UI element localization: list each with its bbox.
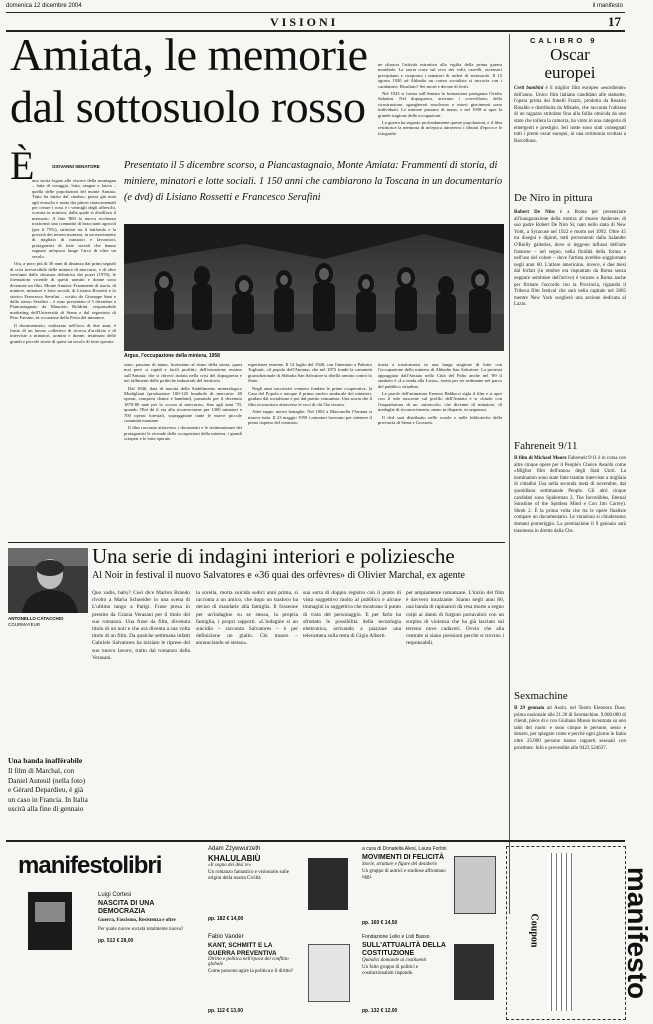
article-title-line2: dal sottosuolo rosso [10,81,366,132]
ad-book-2-desc: Come possono agire la politica e il diritto? [208,969,294,974]
second-article-col-3: sua sorta di doppio registro con il punto di vista soggettivo molto al pubblico e alcune immagini in soggettiva che mostrano il punto di vista del personaggio. E per farlo ha sfruttato le possibilità della tecnologia elettronica, arrivando a piazzare una telecamera sulla testa di Gigio Alberti. [303,590,401,640]
col3-p2: Negli anni successivi vennero fondate le prime cooperative, la Casa del Popolo e nacque il primo nucleo sindacale dei minatori, guidato dal socialismo e poi dal partito comunista. Una storia che il film ricostruisce attraverso le voci di chi l'ha vissuta. [248,385,373,407]
col5-p3: Il dvd sarà distribuito nelle scuole e nelle biblioteche della provincia di Siena e Grosseto. [378,414,502,426]
ads-rule [6,840,625,842]
sidebar-kicker: CALIBRO 9 [530,36,598,45]
article-col-4 [378,62,502,222]
ad-book-3-author: Luigi Cortesi [98,892,132,898]
ad-book-3 [98,892,202,1020]
sidebar-heading-3: Fahreneit 9/11 [514,440,578,452]
header-rule [6,12,625,13]
sidebar-heading-2: De Niro in pittura [514,192,593,204]
sidebar-heading-4: Sexmachine [514,690,568,702]
ad-book-1-desc: Un romanzo fantastico e visionario sulle origini della nostra Civiltà [208,870,289,881]
ad-book-2-cover [308,944,350,1002]
article-title-line1: Amiata, le memorie [10,29,368,80]
ad-book-5 [362,934,502,1020]
ad-book-4-price: pp. 160 € 14,50 [362,920,398,926]
sidebar-item-2 [514,210,626,438]
second-article-col-1: Quo vadis, baby? Così dice Marlon Brando rivolto a Maria Schneider in una scena di L'ultimo tango a Parigi. Frase presa in prestito da Grazia Verasani per il titolo del suo romanzo. Una frase da film, divenuta titolo di un noir e che ora diventa a sua volta titolo di un film. Da qualche settimana infatti Gabriele Salvatores ha iniziato le riprese del suo nuovo lavoro, tratto dal romanzo della Verasani. [92,590,190,661]
ad-book-2-author: Fabio Vander [208,934,244,940]
ad-book-3-cover [28,892,72,950]
sidebar-item-1-lead: Certi bambini [514,86,544,91]
col1-p2: Ora, a poco più di 30 anni di distanza dai primi segnali di crisi irreversibile delle miniere di mercurio, e di oltre vent'anni dalla chiusura definitiva dei pozzi (1976), le formazioni vicende di questi uomini e donne sono diventate un film. Monte Amiata: Frammenti di storia, di miniere, minatori e lotte sociali, di Lisiano Rossetti e lo storico Francesco Serafini – scritto da Giuseppe Sani e dallo stesso Serafini – è stato presentato il 5 dicembre a Piancastagnaio da Maurizio Boldrini, responsabile marketing dell'Università di Siena e dal segretario di Pero Fassino, in occasione della Festa del minatore. [10,261,116,321]
miners-photo [124,224,504,351]
ad-book-4-subtitle: Storie, strutture e figure del desiderio [362,862,438,867]
col2-p1: sono, passano di mano, licenziano al ritmo della storia, quasi mai però «i rapidi e facili profitti» dell'estrazione restano sull'Amiata: che si ritrovò isolata nella crisi del dopoguerra e nei fallimenti delle politiche industriali del territorio. [124,362,242,384]
sidebar-title-line2: europei [544,63,596,82]
ad-book-4-title: MOVIMENTI DI FELICITÀ [362,854,445,861]
ad-book-1-cover [308,858,348,910]
sidebar-title-line1: Oscar [550,45,590,64]
second-article-rule [8,542,505,543]
article-col-2 [124,362,242,448]
second-article-col-4: per ampiamente romanzate. L'inizio del film è davvero incalzante. Siamo negli anni 80, una banda di rapinatori dà resa morte a segno colpi ai danni di furgoni portavalori con un surplus di violenza che ha già lasciato sul terreno nove cadaveri. Ovvio che alla centrale si siano pressioni perché si trovino i responsabili. [406,590,504,647]
sidebar-item-1 [514,86,626,180]
coupon-brand: manifesto [622,866,653,1000]
article-col-3 [248,362,372,448]
ad-book-5-title: SULL'ATTUALITÀ DELLA COSTITUZIONE [362,942,446,957]
ad-book-4 [362,846,502,932]
col4-p2: Nel 1943 si forma sull'Amiata la formazione partigiana Ovidio Sabatini. Nel dopoguerra, arrivano i «cervelloni» della ricostruzione, sganghereti assolvono e nuovi giacimenti sono individuati. Le miniere passano di mano, e nel 1958 si apre la grande stagione delle occupazioni. [378,91,502,118]
article-lead: Presentato il 5 dicembre scorso, a Piancastagnaio, Monte Amiata: Frammenti di storia, di miniere, minatori e lotte sociali. 1 150 anni che cambiarono la Toscana in un documentario (e dvd) di Lisiano Rossetti e Francesco Serafini [124,160,503,203]
sidebar-item-3-lead: Il film di Michael Moore [514,456,567,461]
ad-book-1-price: pp. 182 € 14,00 [208,916,244,922]
sidebar-item-4-text: ad Asolo, nel Teatro Eleonora Duse, prima nazionale alle 21.30 di Sexmachine. 9.000.000 di clienti, pièce di e con Giuliana Musso incentrata su uno tabù del ruolo: e sono cinque le persone, sesso e denaro, per spiegare come e perché ogni giorno in Italia oltre 25.000 persone hanno rapporti sessuali con prostitute. Info e prevendite allo 0423 524637. [514,706,627,751]
ad-book-2-price: pp. 112 € 13,00 [208,1008,244,1014]
ad-publisher: manifestolibri [18,852,162,879]
ad-book-4-author: a cura di Donatella Alesi, Laura Fortini [362,846,447,852]
ad-book-3-price: pp. 512 € 28,00 [98,937,134,944]
col1-p3: Il documentario, realizzato nell'arco di due anni, è frutto di un lavoro collettivo di ricerca d'archivio e di interviste a minatori, uomini e donne, testimoni delle grandi e piccole storie di quasi un secolo di lotte operaie. [10,322,116,344]
ad-book-1-subtitle: «Il sogno dei dèsi re» [208,863,252,868]
sidebar-item-4-lead: Il 29 gennaio [514,706,545,711]
sidebar-divider [509,34,510,914]
ad-book-3-title: NASCITA DI UNA DEMOCRAZIA [98,900,155,916]
sidebar-item-2-lead: Robert De Niro [514,210,555,215]
coupon-box [506,846,653,1020]
ad-book-5-desc: Un folto gruppo di politici e costituzionalisti risponde. [362,965,419,976]
col2-p3: Il film racconta attraverso i documenti e le testimonianze dei protagonisti le vicende delle occupazioni della miniera, i grandi scioperi e le lotte operaie. [124,425,242,442]
col3-p1: esperienze estreme. Il 14 luglio del 1948, con l'attentato a Palmiro Togliatti, «il popolo dell'Amiata» che nel 1872 fondò la comunità giurisdizionale di Abbadia San Salvatore si ribellò armato contro lo Stato. [248,362,372,384]
auteuil-photo [8,548,88,613]
second-article-col-2: la sorella, morta suicida sedici anni prima, si racconta a un amico, che dopo un trasloco ha deciso di mandarle alla famiglia. Il fosseone per un'indagine su se stessa, la propria famiglia, i propri rapporti. «L'indagine si un suicidio – racconta Salvatores – è per definizione un giallo. Chi muore – annunciando sé stesso». [196,590,298,647]
col5-p2: Le parole dell'animatore Ernesto Balducci sigla il film e si apre con il sole nascente sul profilo dell'Amiata e si chiude con l'inquadratura di un «miracolo» che divenne di minatore, di medaglie di riconoscimento, meno in disparte, in sequenza. [378,391,502,413]
ad-book-1-author: Adam Zżywwurzeth [208,846,261,852]
ad-book-2-subtitle: Diritto e politica nell'epoca del conflitto globale [208,957,289,967]
sidebar-item-3 [514,456,626,672]
photo-caption: Argus, l'occupazione della miniera, 1958 [124,353,220,359]
section-label: VISIONI [270,15,339,29]
sidebar-item-3-text: Fahreneit 9/11 è in corsa con altre cinque opere per il People's Choice Awards come «Miglior film dell'anno» degli Stati Uniti. La nomination sono state fatte tramite interviste a migliaia di cittadini Usa nella seconda metà di novembre, dal quotidiano settimanale People. Gli altri cinque candidati sono Spiderman 2, The Incredibles, Eternal Sunshine of the Spotless Mind e Con Jim Carrey). Shrek 2. È la prima volta che tra le opere finaliste compare un documentario. Le votazioni si chiuderanno domani pomeriggio. La premiazione il 9 gennaio sarà trasmessa in diretta dalla Cbs. [514,456,626,534]
ad-book-1 [208,846,358,932]
ad-book-5-subtitle: Quindici domande ai costituenti [362,958,427,963]
article-col-5 [378,362,502,448]
col1-p1: una storia legata alle viscere della montagna – fatta di coraggio, lotta, sangue e fatica – quella delle popolazioni del monte Amiata. Tutto ha inizio dal cinabro, pietra già nota agli etruschi e usata dai pittori rinascimentali per creare i rossi e i vermigli degli affreschi, scavata in miniera, dalla quale si distillava il mercurio. A fine '800 la nuova ricchezza trasformò una comunità di braccianti agricoli (per il 75%), stritolati tra il latifondo e la povertà dei terreni montani, in un movimento di migliaia di minatori e lavoratori, protagonisti di lotte sociali che hanno segnato un'epoca lungo l'arco di oltre un secolo. [32,178,116,259]
header-date: domenica 12 dicembre 2004 [6,3,82,9]
col3-p3: Altre tappe, nuove battaglie. Nel 1902 a Mascarella l'Amiata si muove tutta. Il 23 maggio 1959 i minatori lavorano per ottenere il pieno rispetto del contratto. [248,409,372,426]
col4-p1: ne rilancia l'attività estrattiva alla vigilia della prima guerra mondiale. La storia corre sul vivo dei volti, carrelli, ascensori precipitano e ricoprono i minatori di ruderi di sottosuolo. Il 15 agosto 1920 ad Abbadia un corteo socialista si incrocia con i carabinieri. Risultato? Sei morti e decine di feriti. [378,62,502,89]
ad-book-1-title: KHALULABIÙ [208,854,261,863]
sidebar-item-2-text: è a Roma per presenziare all'inaugurazione della mostra al museo Andersen di suo padre Robert De Niro Sr, nato nello stato di New York, a Syracuse nel 1922 e morto nel 1992. Oltre 45 tra disegni e dipinti, tutti provenienti dalla Salander O'Reilly galleries, dove si leggono influssi dell'arte francese – nel segno, nella fluidità della forma e nell'uso del colore – dove l'artista avrebbe soggiornato negli anni 60. L'attore americano, invece, è due mesi dal forfait (in ottobre era rispuntato da Roma senza neppure sembrare dell'arrivo) è tornato a Roma anche per firmare l'accordo con la Provincia, riguardo il Tribeca film festival che sarà nella capitale nel 2005 mentre New York sceglierà una sezione dedicata al Lazio. [514,210,627,308]
second-article-place: COURMAYEUR [8,622,41,627]
ad-book-3-desc: Per quale nuove società totalmente nuova? [98,927,184,933]
sidebar-item-4 [514,706,626,824]
header-paper: il manifesto [592,3,623,9]
page-number: 17 [608,14,621,29]
col5-p1: inizia a trasformarsi in una lunga stagione di lotte con l'occupazione della miniera di Abbadia San Salvatore. La protesta appoggiata dall'Amiata nella Città del Palio anche nel '89 il simbolo è «La tenda alla Lizza», eretta per tre settimane nel parco del pubblico cittadino. [378,362,502,389]
second-article-photo [8,548,88,613]
article-col-1 [10,178,116,446]
ad-book-4-desc: Un gruppo di autrici e studiose affrontano oggi. [362,869,446,880]
second-caption: Il film di Marchal, con Daniel Auteuil (nella foto) e Gérard Depardieu, è già un caso in Francia. In Italia uscirà alla fine di gennaio [8,766,88,813]
second-caption-title: Una banda inaffèrabile [8,756,83,765]
ad-book-5-cover [454,944,494,1000]
dropcap: È [10,143,35,188]
coupon-lines [547,853,573,1011]
ad-book-2 [208,934,358,1020]
ad-book-3-subtitle: Guerra, Fascismo, Resistenza e oltre [98,918,176,924]
sidebar-item-1-text: è il miglior film europeo «esordiente» dell'anno. Unico film italiano candidato alle statuette, l'opera prima dei fratelli Frazzi, prodotta da Rosario Rinaldo e distribuita da Mikado, che racconta l'odissea di un ragazzo stritolato fino alla follia omicida da uno stato che tollera la camorra, ha vinto in una categoria di emergenti e prestigio. Ieri notte sono stati consegnati tutti i premi oscar europei, in una cerimonia svoltasi a Barcellona. [514,86,627,144]
col2-p2: Dal 1846, data di nascita della Stabilimento mineralogico Modigliani (produzione 100-120 bombole di mercurio: 40 operai, compresi donne e bambini), passando per il decennio 1870-80 nate per la «corsa al mercurio», fino agli anni '70, quando l'Eni dà il via alla riconversione per 1300 minatori e 700 operai forestali, sopraggiunte tante le nuove piccole comunità montane. [124,385,242,424]
byline: GIOVANNI SENATORE [52,164,100,169]
ad-book-4-cover [454,856,496,914]
second-article-title: Una serie di indagini interiori e poliziesche [92,544,455,568]
coupon-title: Coupon [528,913,540,948]
second-article-byline: ANTONELLO CATACCHIO [8,616,64,621]
ad-book-5-author: Fondazione Lelio e Lisli Basso [362,934,430,940]
ad-book-2-title: KANT, SCHMITT E LA GUERRA PREVENTIVA [208,942,277,957]
second-article-subtitle: Al Noir in festival il nuovo Salvatores e «36 quai des orfèvres» di Olivier Marchal, ex agente [92,570,465,581]
ad-book-5-price: pp. 132 € 12,00 [362,1008,398,1014]
main-photo [124,224,504,351]
col4-p3: La guerra ha segnato profondamente queste popolazioni, e il film restituisce la memoria di un'epoca attraverso i filmati d'epoca e le fotografie. [378,120,502,136]
